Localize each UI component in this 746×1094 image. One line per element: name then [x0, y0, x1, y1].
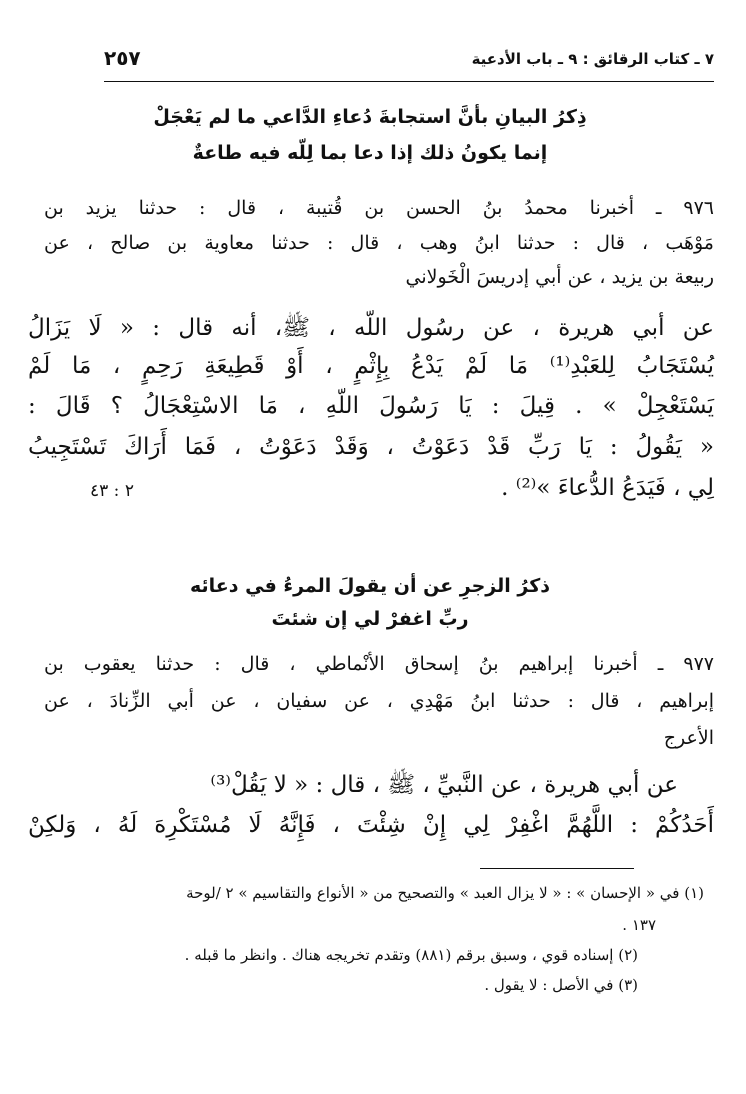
section1-matn-line: لِي ، فَيَدَعُ الدُّعاءَ »⁽²⁾ .	[501, 475, 714, 501]
footnote: (٣) في الأصل : لا يقول .	[484, 976, 638, 994]
footnote-continuation: ١٣٧ .	[622, 916, 656, 934]
footnote: (٢) إسناده قوي ، وسبق برقم (٨٨١) وتقدم تخريجه هناك . وانظر ما قبله .	[184, 946, 638, 964]
section2-isnad-line: ٩٧٧ ـ أخبرنا إبراهيم بنُ إسحاق الأنْماطي ، قال : حدثنا يعقوب بن	[44, 653, 714, 675]
section2-matn-line: عن أبي هريرة ، عن النَّبيِّ ، ﷺ ، قال : « لا يَقُلْ⁽³⁾	[210, 772, 678, 798]
running-head	[104, 46, 714, 78]
section1-matn-line: عن أبي هريرة ، عن رسُول اللّه ، ﷺ، أنه قال : « لَا يَزَالُ	[28, 315, 714, 341]
section2-matn-line: أَحَدُكُمْ : اللَّهُمَّ اغْفِرْ لِي إِنْ شِئْتَ ، فَإِنَّهُ لَا مُسْتَكْرِهَ لَهُ ، وَلكِنْ	[28, 812, 714, 838]
section1-matn-line: يَسْتَعْجِلْ » . قِيلَ : يَا رَسُولَ اللّهِ ، مَا الاسْتِعْجَالُ ؟ قَالَ :	[28, 393, 714, 419]
section1-isnad-line: مَوْهَب ، قال : حدثنا ابنُ وهب ، قال : حدثنا معاوية بن صالح ، عن	[44, 232, 714, 254]
section1-isnad-line: ربيعة بن يزيد ، عن أبي إدريسَ الْخَولاني	[405, 266, 714, 288]
section1-matn-line: يُسْتَجَابُ لِلعَبْدِ⁽¹⁾ مَا لَمْ يَدْعُ بِإِثْمٍ ، أَوْ قَطِيعَةِ رَحِمٍ ، مَا لَمْ	[28, 353, 714, 379]
section1-isnad-line: ٩٧٦ ـ أخبرنا محمدُ بنُ الحسن بن قُتيبة ، قال : حدثنا يزيد بن	[44, 197, 714, 219]
section1-matn-line: « يَقُولُ : يَا رَبِّ قَدْ دَعَوْتُ ، وَقَدْ دَعَوْتُ ، فَمَا أَرَاكَ تَسْتَجِيبُ	[28, 434, 714, 460]
footnote-rule	[480, 868, 634, 869]
page-number: ٢٥٧	[104, 46, 141, 70]
section1-heading-line1: ذِكرُ البيانِ بأنَّ استجابةَ دُعاءِ الدَّاعي ما لم يَعْجَلْ	[153, 106, 587, 128]
section1-heading-line2: إنما يكونُ ذلك إذا دعا بما لِلّه فيه طاعةٌ	[192, 142, 548, 164]
section2-isnad-line: الأعرج	[663, 727, 714, 749]
volume-page-reference: ٢ : ٤٣	[90, 481, 134, 501]
section2-heading-line2: ربِّ اغفرْ لي إن شئتَ	[271, 608, 469, 630]
footnote: (١) في « الإحسان » : « لا يزال العبد » والتصحيح من « الأنواع والتقاسيم » ٢ /لوحة	[186, 884, 704, 902]
section2-heading-line1: ذكرُ الزجرِ عن أن يقولَ المرءُ في دعائه	[189, 575, 551, 597]
chapter-title: ٧ ـ كتاب الرقائق : ٩ ـ باب الأدعية	[471, 50, 714, 68]
section2-isnad-line: إبراهيم ، قال : حدثنا ابنُ مَهْدِي ، عن سفيان ، عن أبي الزِّنادَ ، عن	[44, 690, 714, 712]
header-rule	[104, 81, 714, 82]
